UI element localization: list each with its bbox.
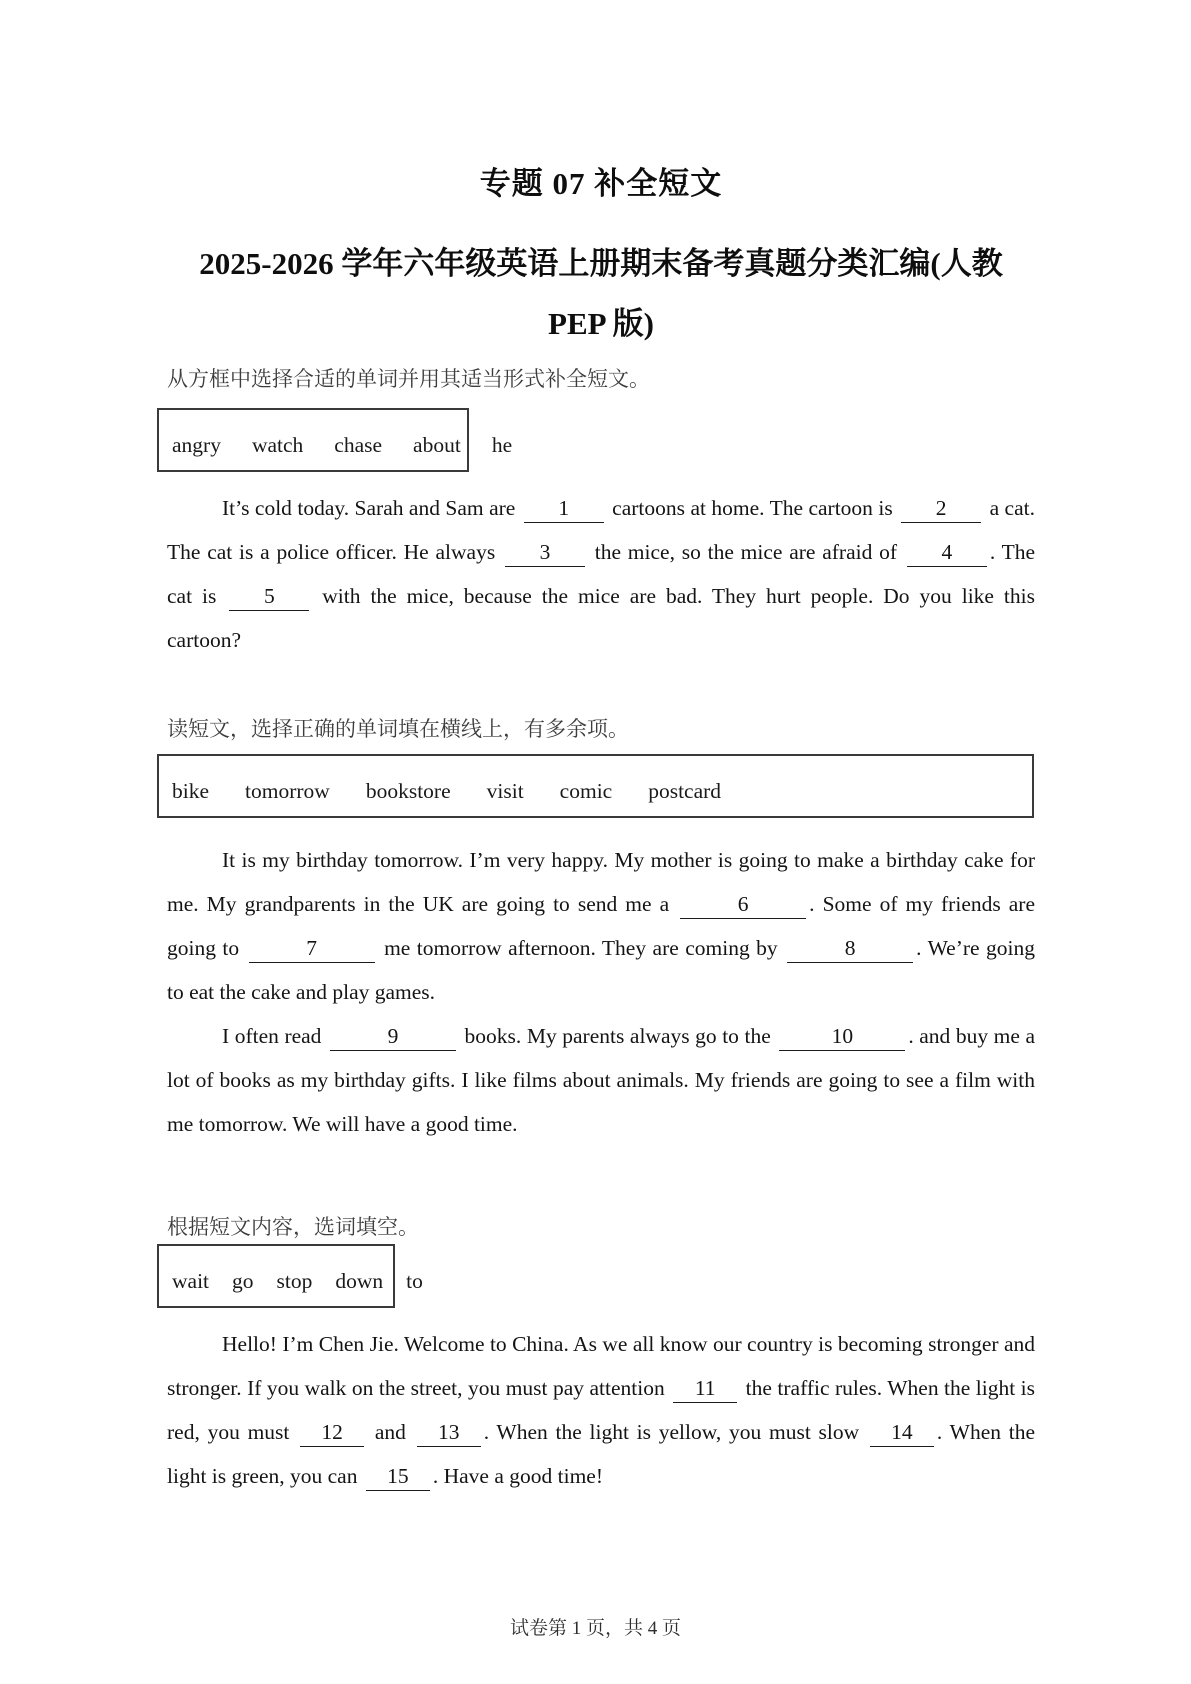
word-bank-item: go (232, 1269, 254, 1294)
word-bank-item: watch (251, 433, 304, 458)
word-bank-item: bike (172, 779, 210, 804)
blank-2: 2 (901, 496, 981, 523)
blank-3: 3 (505, 540, 585, 567)
word-bank-item: he (491, 433, 513, 458)
word-bank-item: about (413, 433, 461, 458)
word-bank-item: wait (172, 1269, 210, 1294)
blank-6: 6 (680, 892, 806, 919)
word-bank-item: to (406, 1269, 423, 1294)
blank-13: 13 (417, 1420, 481, 1447)
word-bank-item: down (335, 1269, 384, 1294)
exercise-2-word-bank (157, 754, 1034, 818)
page-title: 专题 07 补全短文 (479, 166, 723, 201)
word-bank-item: angry (172, 433, 221, 458)
blank-8: 8 (787, 936, 913, 963)
exercise-3-instruction: 根据短文内容，选词填空。 (167, 1214, 419, 1239)
exercise-2 (167, 714, 1035, 1146)
blank-14: 14 (870, 1420, 934, 1447)
exercise-1-instruction: 从方框中选择合适的单词并用其适当形式补全短文。 (167, 366, 650, 391)
word-bank-item: postcard (648, 779, 722, 804)
exercise-2-passage-paragraph-1: It is my birthday tomorrow. I’m very happy. My mother is going to make a birthday cake for me. My grandparents in the UK are going to send me a 6 . Some of my friends are going to 7 me tomorrow afternoon. They are coming by 8 . We’re going to eat the cake and play games. (167, 847, 1036, 1004)
exercise-1 (167, 364, 1035, 662)
word-bank-item: stop (276, 1269, 313, 1294)
exercise-3 (167, 1212, 1035, 1498)
page-footer: 试卷第 1 页，共 4 页 (509, 1618, 681, 1639)
blank-9: 9 (330, 1024, 456, 1051)
blank-15: 15 (366, 1464, 430, 1491)
page-subtitle: 2025-2026 学年六年级英语上册期末备考真题分类汇编(人教 PEP 版) (199, 245, 1003, 341)
blank-10: 10 (779, 1024, 905, 1051)
blank-11: 11 (673, 1376, 737, 1403)
blank-4: 4 (907, 540, 987, 567)
exercise-2-instruction: 读短文，选择正确的单词填在横线上，有多余项。 (167, 716, 629, 741)
word-bank-item: comic (559, 779, 613, 804)
exercise-3-passage: Hello! I’m Chen Jie. Welcome to China. As we all know our country is becoming stronger and stronger. If you walk on the street, you must pay attention 11 the traffic rules. When the light is red, you must 12 and 13 . When the light is yellow, you must slow 14 . When the light is green, you can 15 . Have a good time! (167, 1322, 1035, 1498)
word-bank-item: visit (486, 779, 524, 804)
exercise-3-word-bank (157, 1244, 423, 1308)
word-bank-item: tomorrow (245, 779, 330, 804)
blank-1: 1 (524, 496, 604, 523)
exercise-1-passage: It’s cold today. Sarah and Sam are 1 cartoons at home. The cartoon is 2 a cat. The cat is a police officer. He always 3 the mice, so the mice are afraid of 4 . The cat is 5 with the mice, because the mice are bad. They hurt people. Do you like this cartoon? (167, 495, 1035, 652)
blank-7: 7 (249, 936, 375, 963)
word-bank-item: chase (334, 433, 383, 458)
blank-5: 5 (229, 584, 309, 611)
exercise-1-word-bank (157, 408, 513, 472)
word-bank-item: bookstore (365, 779, 451, 804)
exercise-2-passage-paragraph-2: I often read 9 books. My parents always go to the 10 . and buy me a lot of books as my birthday gifts. I like films about animals. My friends are going to see a film with me tomorrow. We will have a good time. (167, 1023, 1035, 1136)
blank-12: 12 (300, 1420, 364, 1447)
